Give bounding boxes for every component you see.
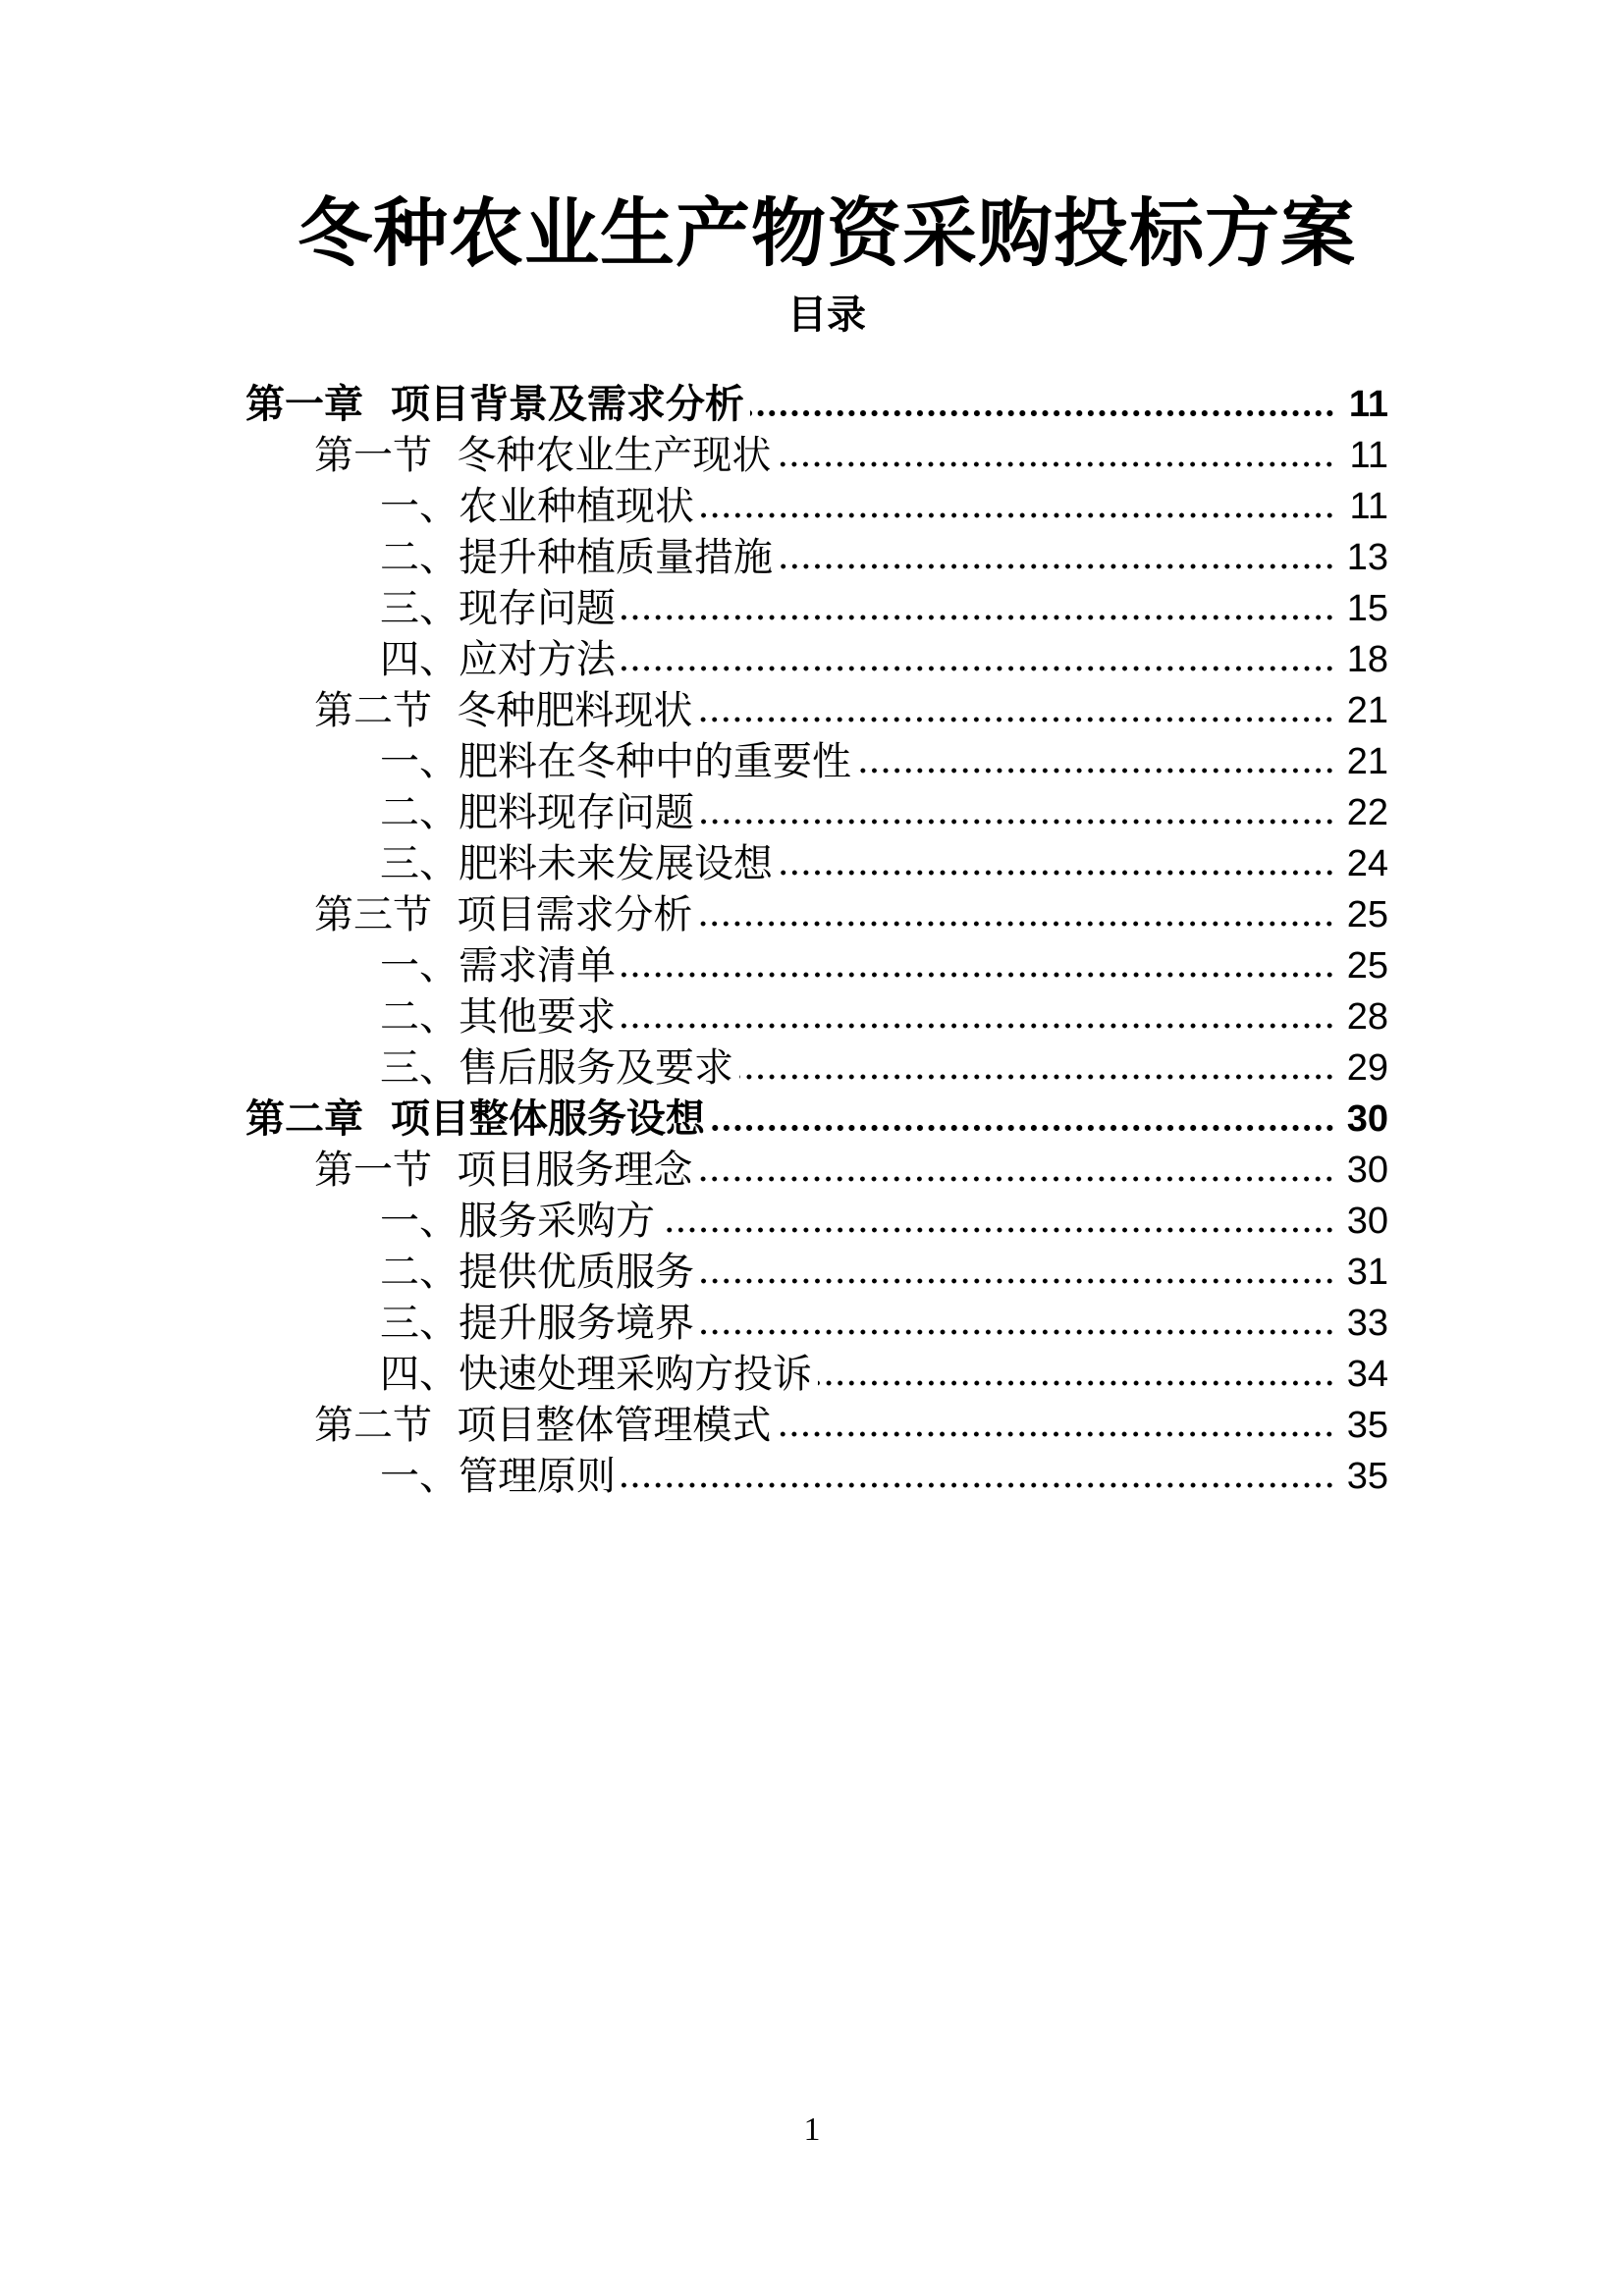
toc-entry-label: 三、现存问题 [380,586,616,631]
dot-leader [622,970,1335,980]
dot-leader [698,919,1335,929]
toc-entry-label: 一、农业种植现状 [380,484,694,529]
toc-entry-label: 第二章 项目整体服务设想 [245,1096,705,1142]
toc-entry-page: 18 [1346,639,1388,680]
toc-entry-label: 三、肥料未来发展设想 [380,841,773,886]
toc-entry-page: 21 [1346,690,1388,731]
toc-entry-page: 11 [1349,486,1388,527]
toc-heading: 目录 [787,293,866,338]
toc-entry-label: 三、提升服务境界 [380,1301,694,1346]
toc-entry-page: 35 [1346,1405,1388,1446]
dot-leader [750,408,1335,418]
toc-entry-page: 28 [1346,996,1388,1038]
toc-entry-subsection[interactable] [380,933,1388,991]
dot-leader [661,1225,1335,1235]
toc-entry-page: 30 [1346,1201,1388,1242]
toc-entry-page: 11 [1349,435,1388,476]
document-title: 冬种农业生产物资采购投标方案 [298,189,1356,277]
toc-entry-label: 二、其他要求 [380,994,616,1040]
toc-entry-subsection[interactable] [380,1290,1388,1349]
toc-entry-page: 25 [1346,945,1388,987]
dot-leader [779,868,1335,878]
toc-entry-page: 30 [1346,1149,1388,1191]
toc-entry-subsection[interactable] [380,1239,1388,1298]
page-number: 1 [803,2111,821,2148]
toc-entry-subsection[interactable] [380,728,1388,787]
toc-entry-subsection[interactable] [380,473,1388,532]
toc-entry-chapter[interactable] [245,371,1388,430]
toc-entry-label: 二、提供优质服务 [380,1250,694,1295]
toc-entry-label: 四、应对方法 [380,637,616,682]
toc-entry-label: 四、快速处理采购方投诉 [380,1352,812,1397]
toc-entry-label: 第二节 冬种肥料现状 [314,688,693,733]
toc-entry-page: 24 [1346,843,1388,884]
toc-entry-label: 二、肥料现存问题 [380,790,694,835]
toc-entry-page: 33 [1346,1303,1388,1344]
toc-entry-section[interactable] [314,881,1388,940]
toc-entry-page: 29 [1346,1047,1388,1089]
toc-entry-page: 15 [1346,588,1388,629]
toc-entry-subsection[interactable] [380,984,1388,1042]
toc-entry-chapter[interactable] [245,1086,1388,1145]
dot-leader [857,766,1335,775]
toc-entry-page: 34 [1346,1354,1388,1395]
toc-entry-subsection[interactable] [380,626,1388,685]
toc-entry-label: 一、管理原则 [380,1454,616,1499]
dot-leader [739,1072,1335,1082]
toc-entry-page: 11 [1348,384,1388,425]
toc-entry-label: 二、提升种植质量措施 [380,535,773,580]
toc-entry-subsection[interactable] [380,779,1388,838]
dot-leader [698,715,1335,724]
toc-entry-section[interactable] [314,1392,1388,1451]
toc-entry-subsection[interactable] [380,575,1388,634]
toc-entry-label: 一、需求清单 [380,943,616,988]
toc-entry-section[interactable] [314,422,1388,481]
toc-entry-subsection[interactable] [380,1035,1388,1094]
toc-entry-label: 一、服务采购方 [380,1199,655,1244]
toc-entry-subsection[interactable] [380,1188,1388,1247]
dot-leader [711,1123,1335,1133]
toc-entry-subsection[interactable] [380,1443,1388,1502]
toc-entry-subsection[interactable] [380,524,1388,583]
toc-entry-label: 三、售后服务及要求 [380,1045,733,1091]
dot-leader [777,1429,1335,1439]
toc-entry-label: 第一节 冬种农业生产现状 [314,433,772,478]
toc-entry-page: 22 [1346,792,1388,833]
dot-leader [700,817,1335,827]
toc-entry-section[interactable] [314,1137,1388,1196]
toc-entry-subsection[interactable] [380,830,1388,889]
dot-leader [622,1480,1335,1490]
dot-leader [622,613,1335,622]
toc-entry-label: 第一节 项目服务理念 [314,1148,693,1193]
toc-entry-section[interactable] [314,677,1388,736]
toc-entry-label: 第一章 项目背景及需求分析 [245,382,744,427]
dot-leader [779,561,1335,571]
toc-entry-label: 第二节 项目整体管理模式 [314,1403,772,1448]
dot-leader [818,1378,1335,1388]
dot-leader [777,459,1335,469]
toc-entry-page: 13 [1346,537,1388,578]
toc-entry-label: 一、肥料在冬种中的重要性 [380,739,851,784]
toc-entry-page: 21 [1346,741,1388,782]
toc-entry-subsection[interactable] [380,1341,1388,1400]
dot-leader [700,1276,1335,1286]
dot-leader [622,664,1335,673]
dot-leader [622,1021,1335,1031]
toc-entry-page: 35 [1346,1456,1388,1497]
toc-entry-label: 第三节 项目需求分析 [314,892,693,937]
toc-entry-page: 30 [1346,1098,1388,1140]
toc-entry-page: 31 [1346,1252,1388,1293]
dot-leader [698,1174,1335,1184]
dot-leader [700,1327,1335,1337]
toc-entry-page: 25 [1346,894,1388,935]
dot-leader [700,510,1335,520]
